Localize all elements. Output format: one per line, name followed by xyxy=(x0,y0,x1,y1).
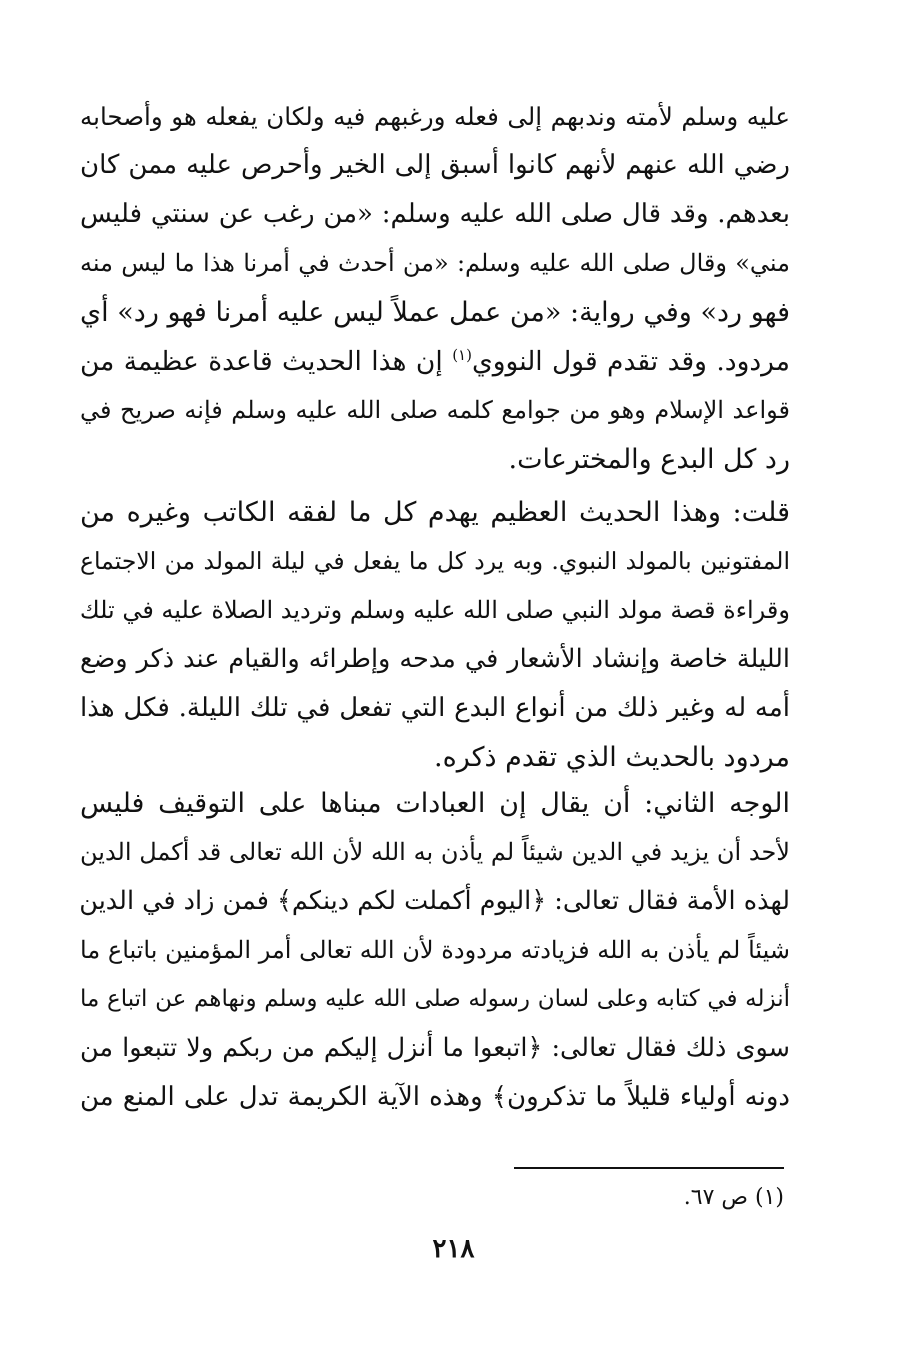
text-line: دونه أولياء قليلاً ما تذكرون﴾ وهذه الآية الكريمة تدل على المنع من xyxy=(80,1082,790,1112)
page-number: ٢١٨ xyxy=(432,1234,475,1264)
text-line: قواعد الإسلام وهو من جوامع كلمه صلى الله عليه وسلم فإنه صريح في xyxy=(80,396,790,424)
text-line: أمه له وغير ذلك من أنواع البدع التي تفعل في تلك الليلة. فكل هذا xyxy=(80,693,790,723)
text-line: مردود بالحديث الذي تقدم ذكره. xyxy=(434,742,790,773)
text-line: المفتونين بالمولد النبوي. وبه يرد كل ما يفعل في ليلة المولد من الاجتماع xyxy=(80,547,790,575)
text-line: شيئاً لم يأذن به الله فزيادته مردودة لأن الله تعالى أمر المؤمنين باتباع ما xyxy=(80,936,790,964)
text-line: أنزله في كتابه وعلى لسان رسوله صلى الله عليه وسلم ونهاهم عن اتباع ما xyxy=(80,986,790,1012)
text-line: قلت: وهذا الحديث العظيم يهدم كل ما لفقه الكاتب وغيره من xyxy=(80,497,790,528)
text-line: بعدهم. وقد قال صلى الله عليه وسلم: «من رغب عن سنتي فليس xyxy=(80,199,790,229)
text-line: الوجه الثاني: أن يقال إن العبادات مبناها على التوقيف فليس xyxy=(80,788,790,819)
text-line: وقراءة قصة مولد النبي صلى الله عليه وسلم وترديد الصلاة عليه في تلك xyxy=(79,596,790,624)
text-line: مني» وقال صلى الله عليه وسلم: «من أحدث في أمرنا هذا ما ليس منه xyxy=(80,249,790,277)
text-line: لهذه الأمة فقال تعالى: ﴿اليوم أكملت لكم دينكم﴾ فمن زاد في الدين xyxy=(79,886,790,916)
text-line: سوى ذلك فقال تعالى: ﴿اتبعوا ما أنزل إليكم من ربكم ولا تتبعوا من xyxy=(80,1033,790,1063)
text-segment: مردود. وقد تقدم قول النووي xyxy=(471,346,790,377)
paragraph-2 xyxy=(80,488,790,782)
text-line: فهو رد» وفي رواية: «من عمل عملاً ليس عليه أمرنا فهو رد» أي xyxy=(80,297,790,328)
text-line-with-footnote xyxy=(80,337,790,386)
footnote-divider xyxy=(514,1167,784,1169)
paragraph-3 xyxy=(80,779,790,1122)
text-line: لأحد أن يزيد في الدين شيئاً لم يأذن به الله لأن الله تعالى قد أكمل الدين xyxy=(80,838,790,866)
paragraph-1 xyxy=(80,92,790,484)
footnote-reference: (١) xyxy=(452,346,472,365)
text-line: الليلة خاصة وإنشاد الأشعار في مدحه وإطرائه والقيام عند ذكر وضع xyxy=(80,644,790,674)
footnote: (١) ص ٦٧. xyxy=(683,1185,784,1210)
text-line: عليه وسلم لأمته وندبهم إلى فعله ورغبهم فيه ولكان يفعله هو وأصحابه xyxy=(80,102,790,131)
text-line: رضي الله عنهم لأنهم كانوا أسبق إلى الخير وأحرص عليه ممن كان xyxy=(80,150,790,180)
text-line: رد كل البدع والمخترعات. xyxy=(508,444,790,475)
text-segment: إن هذا الحديث قاعدة عظيمة من xyxy=(80,346,443,377)
